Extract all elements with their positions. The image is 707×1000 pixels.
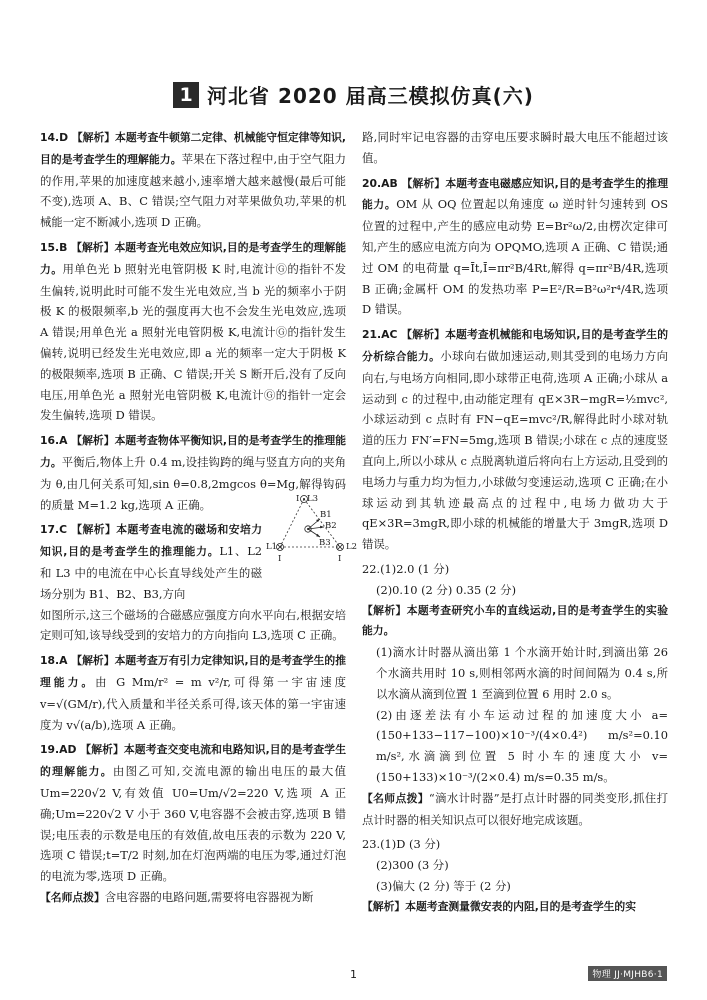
tip-19-body: 含电容器的电路问题,需要将电容器视为断: [104, 889, 314, 904]
answer-22: [362, 559, 668, 830]
answer-17-body-a: L1、L2 和 L3 中的电流在中心长直导线处产生的磁场分别为 B1、B2、B3,方向: [40, 544, 262, 601]
answer-19-body: 由图乙可知,交流电源的输出电压的最大值 Um=220√2 V,有效值 U0=Um/√2=220 V,选项 A 正确;Um=220√2 V 小于 360 V,电容器不会被击穿,选项 B 错误;电压表的示数是电压的有效值,故电压表的示数为 220 V,选项 C 错误;t=T/2 时刻,加在灯泡两端的电压为零,通过灯泡的电流为零,选项 D 正确。: [40, 764, 346, 884]
label-b2: B2: [325, 521, 337, 531]
answer-18-head: 18.A 【解析】本题考查万有引力定律知识,目的是考查学生的推理能力。: [40, 654, 346, 689]
label-b3: B3: [319, 538, 331, 548]
answer-16-head: 16.A 【解析】本题考查物体平衡知识,目的是考查学生的推理能力。: [40, 434, 346, 469]
section-number: 1: [173, 82, 199, 108]
answer-17-body-b: 如图所示,这三个磁场的合磁感应强度方向水平向右,根据安培定则可知,该导线受到的安培力的方向指向 L3,选项 C 正确。: [40, 607, 346, 643]
tip-22: [362, 788, 668, 831]
answer-23: [362, 834, 668, 917]
answer-21-head: 21.AC 【解析】本题考查机械能和电场知识,目的是考查学生的分析综合能力。: [362, 328, 668, 363]
answer-18-body: 由 G Mm/r² = m v²/r,可得第一宇宙速度 v=√(GM/r),代入质量和半径关系可得,该天体的第一宇宙速度为 v√(a/b),选项 A 正确。: [40, 674, 347, 732]
label-l1: L1: [266, 542, 278, 552]
right-column: [362, 127, 668, 917]
answer-14: [40, 127, 346, 233]
answer-20-body: OM 从 OQ 位置起以角速度 ω 逆时针匀速转到 OS 位置的过程中,产生的感应电动势 E=Br²ω/2,由楞次定律可知,产生的感应电流方向为 OPQMO,选项 A 正确、C 错误;通过 OM 的电荷量 q=Īt,Ī=πr²B/4Rt,解得 q=πr²B/4R,选项 B 正确;金属杆 OM 的发热功率 P=E²/R=B²ω²r⁴/4R,选项 D 错误。: [362, 197, 669, 317]
paper-code-badge: 物理 JJ·MJHB6·1: [588, 966, 667, 981]
page-title: 河北省 2020 届高三模拟仿真(六): [207, 84, 534, 108]
answer-21-body: 小球向右做加速运动,则其受到的电场力方向向右,与电场方向相同,即小球带正电荷,选项 A 正确;小球从 a 运动到 c 的过程中,由动能定理有 qE×3R−mgR=½mvc²,小球运动到 c 点时有 FN−qE=mvc²/R,解得此时小球对轨道的压力 FN′=FN=5mg,选项 B 错误;小球在 c 点的速度竖直向上,所以小球从 c 点脱离轨道后将向右上方运动,且受到的电场力与重力均为恒力,小球做匀变速运动,选项 C 正确;在小球运动到其轨迹最高点的过程中,电场力做功大于 qE×3R=3mgR,即小球的机械能的增量大于 3mgR,选项 D 错误。: [362, 348, 669, 552]
answer-14-body: 苹果在下落过程中,由于空气阻力的作用,苹果的加速度越来越小,速率增大越来越慢(最后可能不变),选项 A、B、C 错误;空气阻力对苹果做负功,苹果的机械能一定不断减小,选项 D 正确。: [40, 151, 347, 230]
answer-19: [40, 739, 346, 887]
tip-22-head: 【名师点拨】: [362, 791, 429, 805]
answer-22-l2: (2)0.10 (2 分) 0.35 (2 分): [376, 582, 517, 597]
answer-20-head: 20.AB 【解析】本题考查电磁感应知识,目的是考查学生的推理能力。: [362, 176, 668, 212]
answer-17-head: 17.C 【解析】本题考查电流的磁场和安培力知识,目的是考查学生的推理能力。: [40, 523, 262, 559]
label-i-right: I: [338, 554, 342, 564]
page-number: 1: [350, 968, 357, 981]
answer-15-body: 用单色光 b 照射光电管阴极 K 时,电流计Ⓖ的指针不发生偏转,说明此时可能不发生光电效应,当 b 光的频率小于阴极 K 的极限频率,b 光的强度再大也不会发生光电效应,选项 A 错误;用单色光 a 照射光电管阴极 K,电流计Ⓖ的指针发生偏转,说明已经发生光电效应,即 a 光的频率一定大于阴极 K 的极限频率,选项 B 正确、C 错误;开关 S 断开后,没有了反向电压,用单色光 a 照射光电管阴极 K,电流计Ⓖ的指针一定会发生偏转,选项 D 错误。: [40, 261, 347, 423]
magnetic-field-diagram: [266, 489, 362, 571]
answer-22-p1: (1)滴水计时器从滴出第 1 个水滴开始计时,到滴出第 26 个水滴共用时 10 s,则相邻两水滴的时间间隔为 0.4 s,所以水滴从滴到位置 1 至滴到位置 6 用时 2.0 s。: [376, 645, 668, 701]
answer-23-head: 【解析】本题考查测量微安表的内阻,目的是考查学生的实: [362, 899, 637, 913]
label-i-left: I: [278, 554, 282, 564]
tip-19-cont: [362, 127, 668, 169]
answer-20: [362, 173, 668, 321]
answer-15-head: 15.B 【解析】本题考查光电效应知识,目的是考查学生的理解能力。: [40, 240, 346, 276]
label-b1: B1: [320, 510, 332, 520]
answer-18: [40, 650, 346, 735]
answer-23-l3: (3)偏大 (2 分) 等于 (2 分): [376, 878, 511, 893]
answer-22-l1: 22.(1)2.0 (1 分): [362, 561, 450, 576]
answer-17-top: [40, 519, 262, 604]
page-header: [0, 80, 707, 109]
tip-19-head: 【名师点拨】: [40, 890, 105, 904]
answer-16-body: 平衡后,物体上升 0.4 m,设挂钩跨的绳与竖直方向的夹角为 θ,由几何关系可知,sin θ=0.8,2mgcos θ=Mg,解得钩码的质量 M=1.2 kg,选项 A 正确。: [40, 454, 346, 512]
answer-23-l1: 23.(1)D (3 分): [362, 837, 441, 852]
answer-22-head: 【解析】本题考查研究小车的直线运动,目的是考查学生的实验能力。: [362, 603, 668, 638]
label-l2: L2: [346, 542, 358, 552]
answer-23-l2: (2)300 (3 分): [376, 858, 449, 873]
answer-21: [362, 324, 668, 555]
answer-14-head: 14.D 【解析】本题考查牛顿第二定律、机械能守恒定律等知识,目的是考查学生的理解能力。: [40, 131, 346, 166]
answer-19-head: 19.AD 【解析】本题考查交变电流和电路知识,目的是考查学生的理解能力。: [40, 743, 346, 779]
tip-19: [40, 887, 346, 909]
answer-15: [40, 237, 346, 426]
answer-22-p2: (2)由逐差法有小车运动过程的加速度大小 a=(150+133−117−100)×10⁻³/(4×0.4²) m/s²=0.10 m/s²,水滴滴到位置 5 时小车的速度大小 v=(150+133)×10⁻³/(2×0.4) m/s=0.35 m/s。: [376, 707, 668, 784]
tip-22-body: “滴水计时器”是打点计时器的同类变形,抓住打点计时器的相关知识点可以很好地完成该题。: [362, 790, 668, 827]
label-l3: L3: [307, 494, 319, 504]
tip-19-cont-body: 路,同时牢记电容器的击穿电压要求瞬时最大电压不能超过该值。: [362, 130, 668, 165]
label-i-top: I: [296, 494, 300, 504]
